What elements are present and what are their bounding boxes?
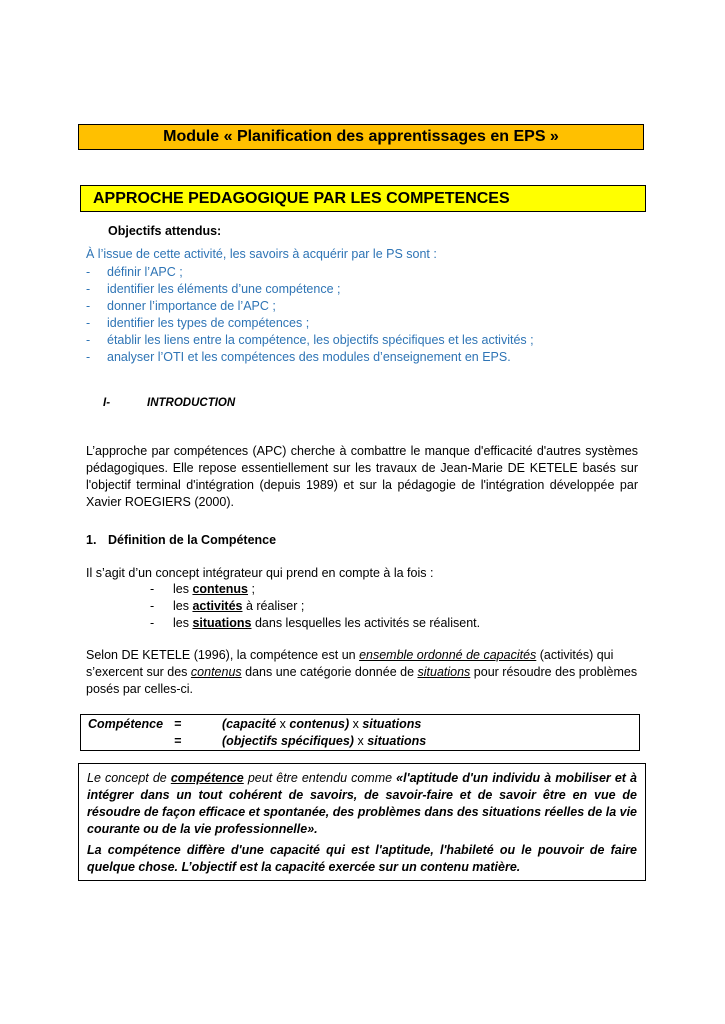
- keyword: ensemble ordonné de capacités: [359, 648, 537, 662]
- keyword: contenus: [192, 582, 249, 596]
- subsection-number: 1.: [86, 533, 97, 547]
- approach-title: APPROCHE PEDAGOGIQUE PAR LES COMPETENCES: [93, 189, 510, 207]
- definition-paragraph: Selon DE KETELE (1996), la compétence est un ensemble ordonné de capacités (activités) qui s’exercent sur des contenus dans une catégorie donnée de situations pour résoudre des problèmes posés par celles-ci.: [86, 648, 638, 696]
- section-number: I-: [103, 397, 111, 409]
- section-heading-introduction: [103, 397, 235, 409]
- keyword: situations: [192, 616, 252, 630]
- formula-rhs: (capacité x contenus) x situations: [222, 717, 422, 731]
- quote-paragraph: Le concept de compétence peut être entendu comme «l'aptitude d'un individu à mobiliser et à intégrer dans un tout cohérent de savoirs, de savoir-faire et de savoir être en vue de résoudre de façon efficace et spontanée, des problèmes dans des situations réelles de la vie courante ou de la vie professionnelle».: [87, 771, 637, 836]
- definition-intro: Il s’agit d’un concept intégrateur qui prend en compte à la fois :: [86, 566, 434, 580]
- keyword: activités: [192, 599, 243, 613]
- section-title: INTRODUCTION: [147, 397, 236, 409]
- keyword: compétence: [170, 771, 244, 785]
- formula-lhs: Compétence: [88, 717, 164, 731]
- keyword: situations: [417, 665, 471, 679]
- equals-sign: =: [174, 717, 182, 731]
- subsection-title: Définition de la Compétence: [108, 533, 277, 547]
- module-title-banner: [78, 124, 644, 150]
- formula-rhs: (objectifs spécifiques) x situations: [222, 734, 427, 748]
- equals-sign: =: [174, 734, 182, 748]
- module-title: Module « Planification des apprentissages en EPS »: [163, 128, 559, 145]
- objectives-intro: À l’issue de cette activité, les savoirs à acquérir par le PS sont :: [86, 247, 437, 261]
- competence-quote-box: [78, 763, 646, 881]
- keyword: contenus: [190, 665, 242, 679]
- introduction-paragraph: L’approche par compétences (APC) cherche à combattre le manque d'efficacité d'autres systèmes pédagogiques. Elle repose essentiellement sur les travaux de Jean-Marie DE KETELE basés sur l'objectif terminal d'intégration (depuis 1989) et sur la pédagogie de l'intégration développée par Xavier ROEGIERS (2000).: [86, 444, 638, 509]
- formula-box: [80, 714, 640, 751]
- subsection-heading-definition: [86, 533, 276, 547]
- objectives-title: Objectifs attendus:: [108, 224, 222, 238]
- approach-title-banner: [80, 185, 646, 212]
- quote-paragraph: La compétence diffère d'une capacité qui est l'aptitude, l'habileté ou le pouvoir de faire quelque chose. L’objectif est la capacité exercée sur un contenu matière.: [87, 843, 637, 874]
